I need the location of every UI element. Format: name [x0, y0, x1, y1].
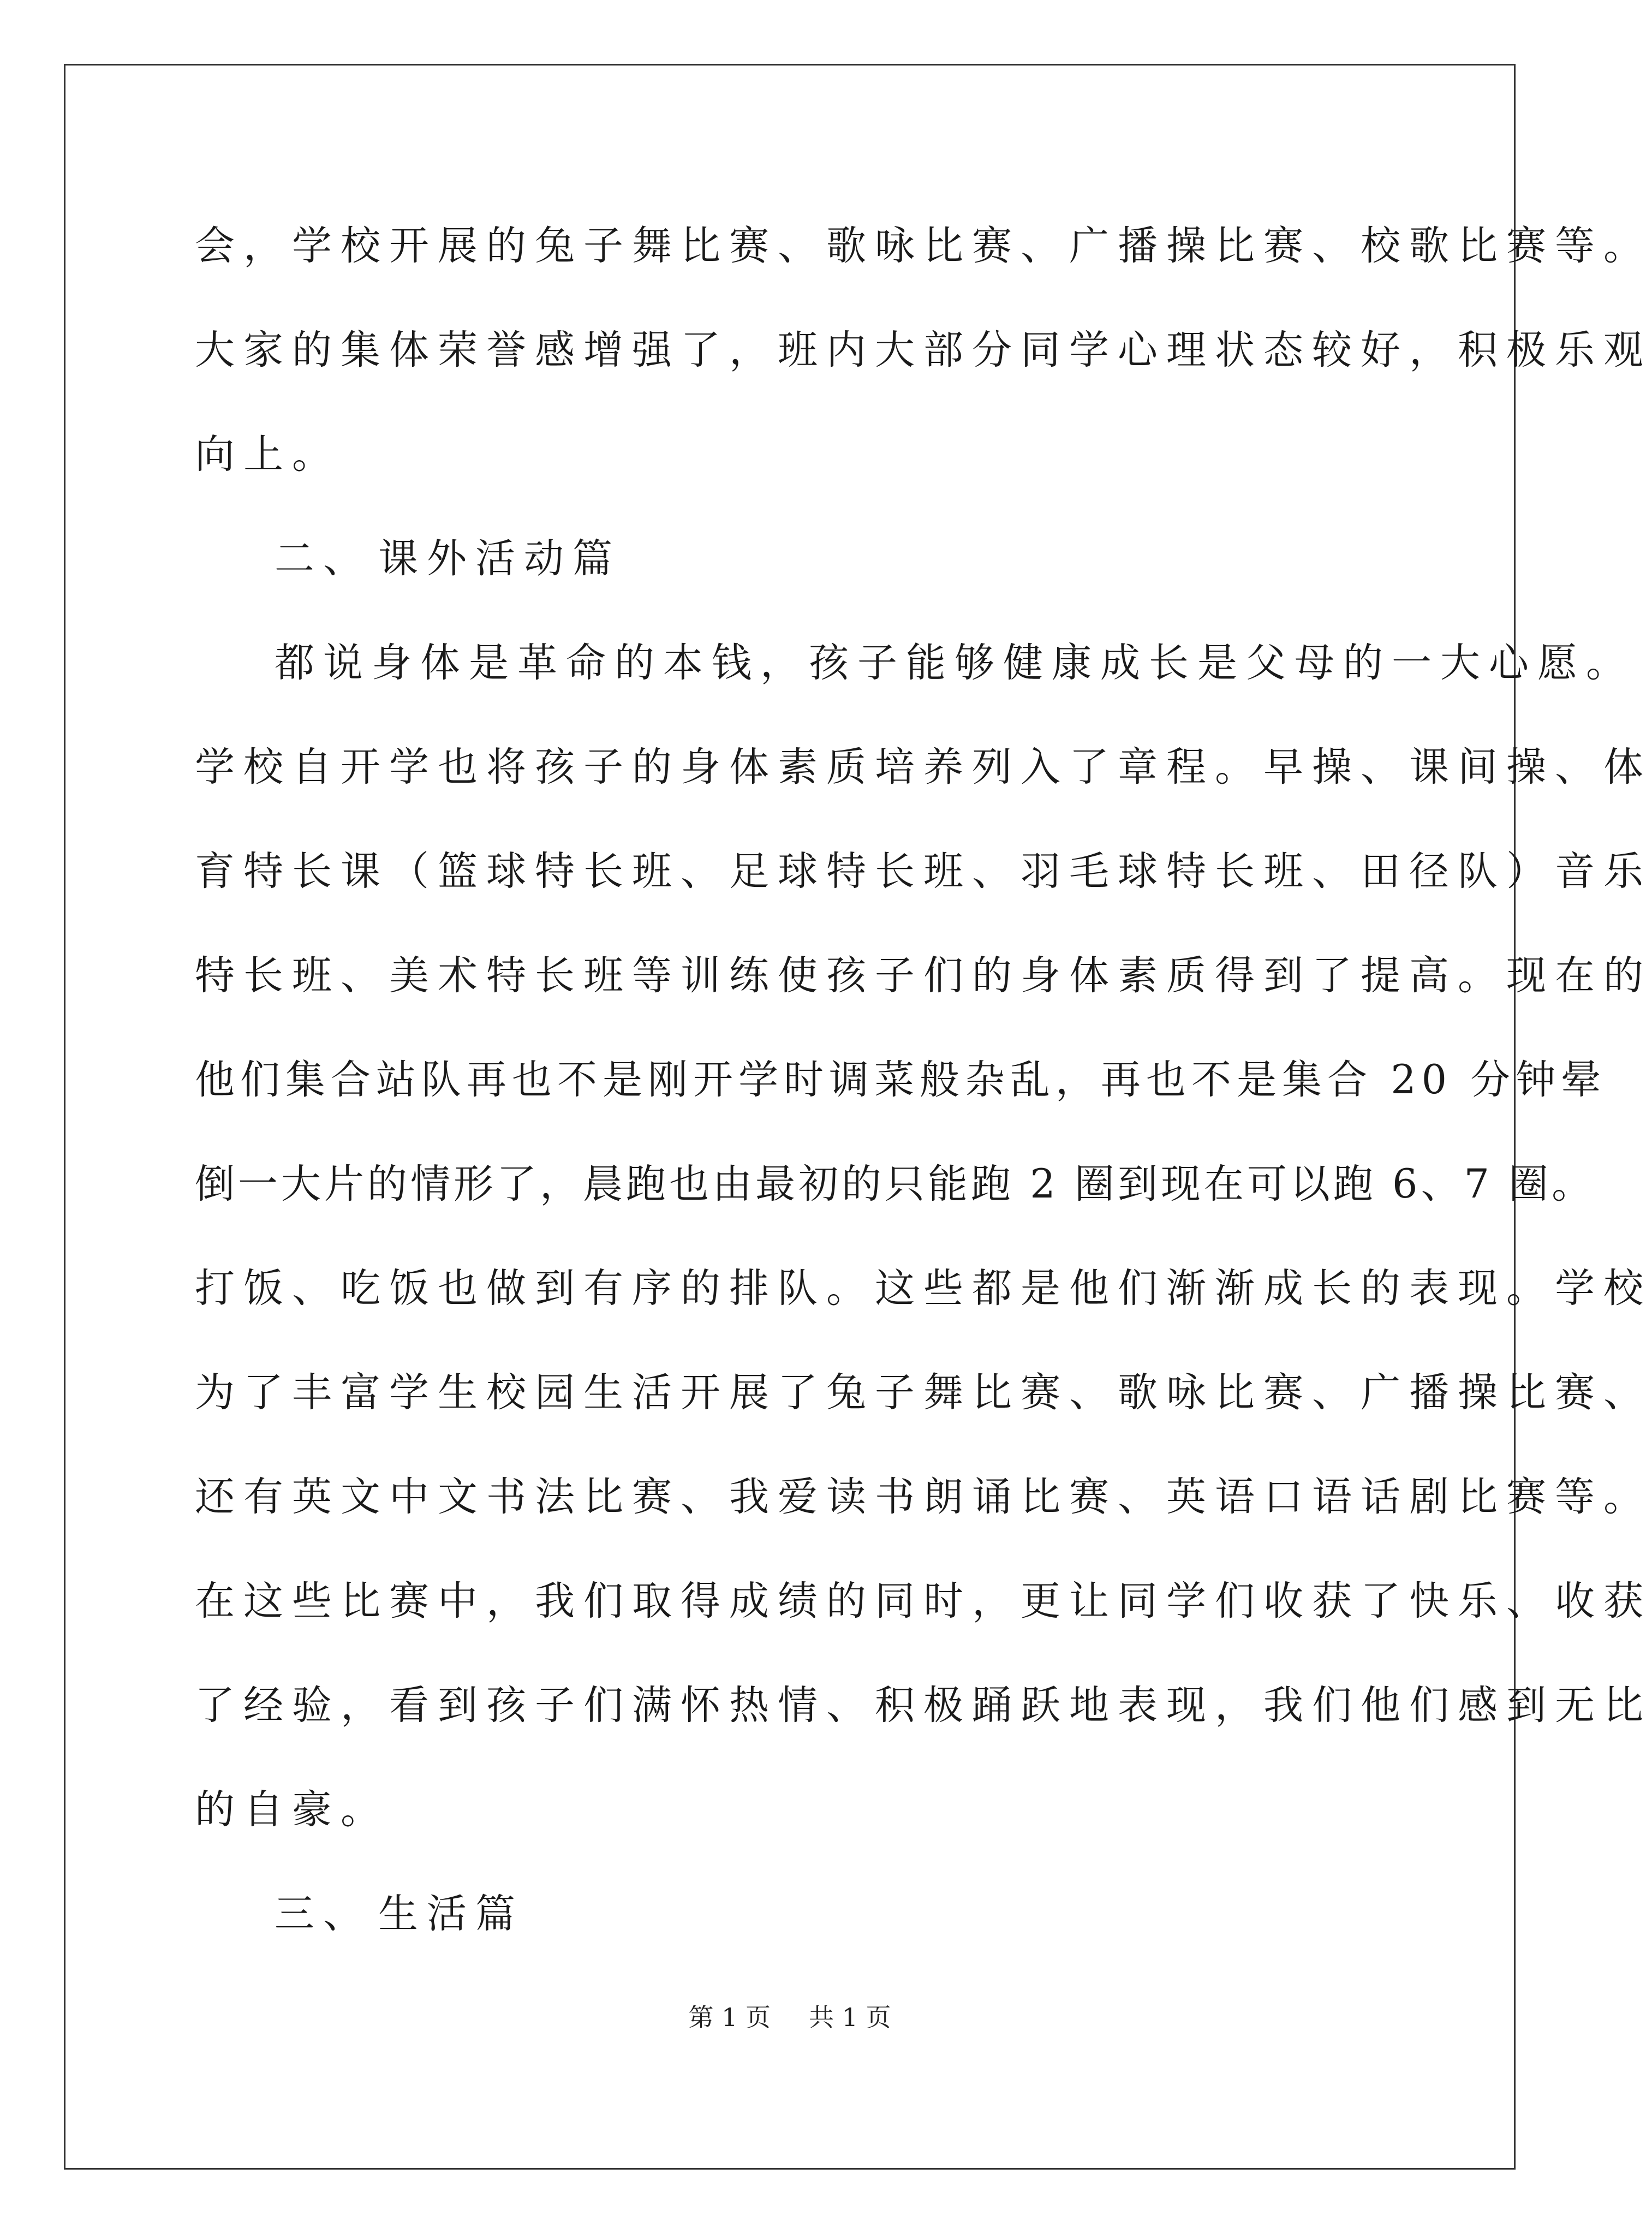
page-total: 共 1 页 [809, 2003, 891, 2032]
text-line: 的自豪。 [195, 1786, 389, 1833]
text-line: 了经验，看到孩子们满怀热情、积极踊跃地表现，我们他们感到无比 [195, 1682, 1652, 1729]
text-line: 在这些比赛中，我们取得成绩的同时，更让同学们收获了快乐、收获 [195, 1578, 1652, 1624]
text-line: 特长班、美术特长班等训练使孩子们的身体素质得到了提高。现在的 [195, 952, 1652, 999]
text-line: 会，学校开展的兔子舞比赛、歌咏比赛、广播操比赛、校歌比赛等。 [195, 223, 1652, 269]
text-line: 打饭、吃饭也做到有序的排队。这些都是他们渐渐成长的表现。学校 [195, 1265, 1652, 1312]
section-title: 生活篇 [378, 1891, 524, 1937]
text-line: 大家的集体荣誉感增强了，班内大部分同学心理状态较好，积极乐观 [195, 327, 1652, 373]
section-number: 二、 [275, 535, 372, 582]
text-line: 学校自开学也将孩子的身体素质培养列入了章程。早操、课间操、体 [195, 744, 1652, 790]
section-number: 三、 [275, 1891, 372, 1937]
text-line: 育特长课（篮球特长班、足球特长班、羽毛球特长班、田径队）音乐 [195, 848, 1652, 895]
section-heading-3 [195, 1862, 1395, 1966]
text-line: 还有英文中文书法比赛、我爱读书朗诵比赛、英语口语话剧比赛等。 [195, 1474, 1652, 1520]
text-line: 倒一大片的情形了，晨跑也由最初的只能跑 2 圈到现在可以跑 6、7 圈。 [195, 1161, 1595, 1207]
section-heading-2 [195, 507, 1395, 611]
text-line: 为了丰富学生校园生活开展了兔子舞比赛、歌咏比赛、广播操比赛、 [195, 1369, 1652, 1416]
page-number: 第 1 页 [688, 2003, 771, 2032]
section-title: 课外活动篇 [378, 535, 621, 582]
text-line: 都说身体是革命的本钱，孩子能够健康成长是父母的一大心愿。 [275, 640, 1635, 686]
text-line: 向上。 [195, 431, 341, 478]
document-body [195, 194, 1652, 1966]
page-footer [0, 1998, 1579, 2034]
text-line: 他们集合站队再也不是刚开学时调菜般杂乱，再也不是集合 20 分钟晕 [195, 1057, 1607, 1103]
